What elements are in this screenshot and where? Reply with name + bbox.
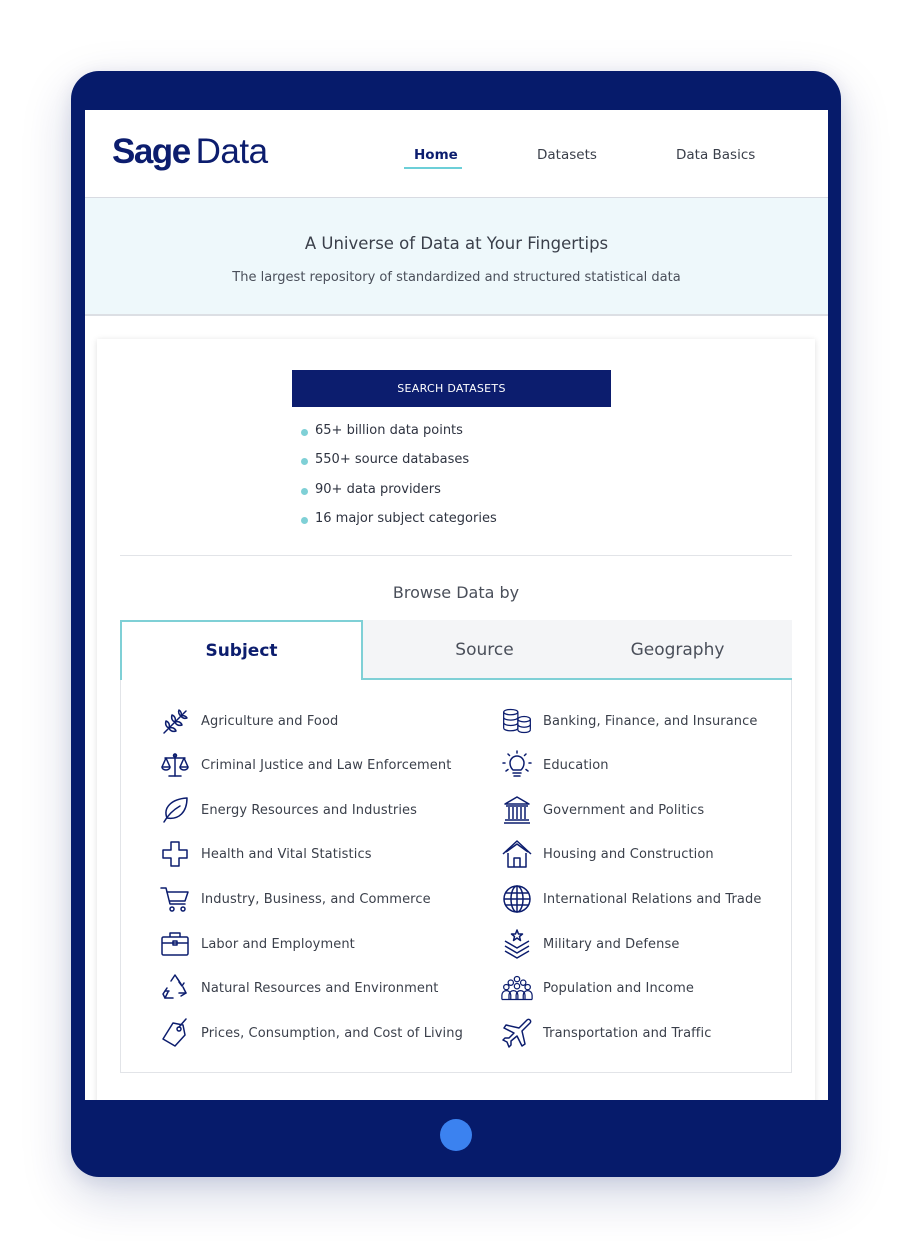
section-divider <box>120 555 792 556</box>
subject-item[interactable] <box>157 879 431 919</box>
subject-label: Banking, Finance, and Insurance <box>543 713 758 729</box>
leaf-branch-icon <box>157 703 193 739</box>
subject-item[interactable] <box>157 924 355 964</box>
nav-active-underline <box>404 167 462 169</box>
sage-data-logo[interactable] <box>112 132 268 172</box>
stat-text: 550+ source databases <box>315 452 470 468</box>
tablet-home-button[interactable] <box>440 1119 472 1151</box>
site-header <box>85 110 828 198</box>
bullet-dot <box>301 517 308 524</box>
subject-label: Industry, Business, and Commerce <box>201 891 431 907</box>
subject-item[interactable] <box>157 968 439 1008</box>
subject-item[interactable] <box>157 701 338 741</box>
cross-icon <box>157 836 193 872</box>
nav-data-basics[interactable]: Data Basics <box>676 147 756 163</box>
subject-item[interactable] <box>499 834 714 874</box>
subject-label: Military and Defense <box>543 936 680 952</box>
subject-label: Energy Resources and Industries <box>201 802 418 818</box>
government-building-icon <box>499 792 535 828</box>
subject-label: Natural Resources and Environment <box>201 980 439 996</box>
recycle-icon <box>157 970 193 1006</box>
hero-subtitle: The largest repository of standardized and structured statistical data <box>232 270 681 285</box>
subject-item[interactable] <box>499 968 694 1008</box>
subject-label: Government and Politics <box>543 802 705 818</box>
hero-title: A Universe of Data at Your Fingertips <box>304 234 609 253</box>
subject-label: Education <box>543 757 609 773</box>
search-datasets-button[interactable]: SEARCH DATASETS <box>292 370 611 407</box>
tab-geography[interactable]: Geography <box>630 640 725 660</box>
tablet-frame <box>71 71 841 1177</box>
subject-label: Prices, Consumption, and Cost of Living <box>201 1025 463 1041</box>
subject-item[interactable] <box>499 790 704 830</box>
hero-banner <box>85 198 828 316</box>
subject-item[interactable] <box>157 1013 463 1053</box>
subject-item[interactable] <box>157 834 372 874</box>
stat-text: 65+ billion data points <box>315 423 463 438</box>
main-card <box>97 339 815 1100</box>
nav-datasets[interactable]: Datasets <box>537 147 597 163</box>
stat-text: 90+ data providers <box>315 481 441 497</box>
subject-label: Labor and Employment <box>201 936 355 952</box>
tab-subject[interactable]: Subject <box>120 620 363 680</box>
leaf-icon <box>157 792 193 828</box>
military-chevron-icon <box>499 926 535 962</box>
stat-text: 16 major subject categories <box>315 510 497 526</box>
bullet-dot <box>301 458 308 465</box>
subject-item[interactable] <box>499 1013 711 1053</box>
price-tag-icon <box>157 1015 193 1051</box>
house-icon <box>499 836 535 872</box>
stats-list <box>301 423 497 540</box>
tab-source[interactable]: Source <box>455 640 514 660</box>
subject-label: International Relations and Trade <box>543 891 762 907</box>
subject-label: Criminal Justice and Law Enforcement <box>201 757 452 773</box>
airplane-icon <box>499 1015 535 1051</box>
globe-icon <box>499 881 535 917</box>
coins-icon <box>499 703 535 739</box>
logo-text-sage: Sage <box>112 132 190 171</box>
bullet-dot <box>301 488 308 495</box>
browse-title: Browse Data by <box>392 583 520 602</box>
subject-item[interactable] <box>499 701 758 741</box>
browse-tabs <box>120 620 792 680</box>
tablet-screen <box>85 110 828 1100</box>
stat-item <box>301 511 497 540</box>
bullet-dot <box>301 429 308 436</box>
stat-item <box>301 452 497 481</box>
logo-text-data: Data <box>195 132 268 171</box>
cart-icon <box>157 881 193 917</box>
subject-label: Population and Income <box>543 980 694 996</box>
subject-label: Health and Vital Statistics <box>201 846 372 862</box>
lightbulb-icon <box>499 747 535 783</box>
subject-label: Housing and Construction <box>543 846 714 862</box>
subject-panel <box>120 680 792 1073</box>
subject-label: Agriculture and Food <box>201 713 339 729</box>
subject-item[interactable] <box>157 745 451 785</box>
subject-item[interactable] <box>499 924 679 964</box>
subject-item[interactable] <box>499 879 761 919</box>
stat-item <box>301 423 497 452</box>
subject-item[interactable] <box>499 745 609 785</box>
stat-item <box>301 482 497 511</box>
scales-icon <box>157 747 193 783</box>
briefcase-icon <box>157 926 193 962</box>
population-icon <box>499 970 535 1006</box>
subject-item[interactable] <box>157 790 417 830</box>
subject-label: Transportation and Traffic <box>543 1025 712 1041</box>
nav-home[interactable]: Home <box>414 147 458 163</box>
